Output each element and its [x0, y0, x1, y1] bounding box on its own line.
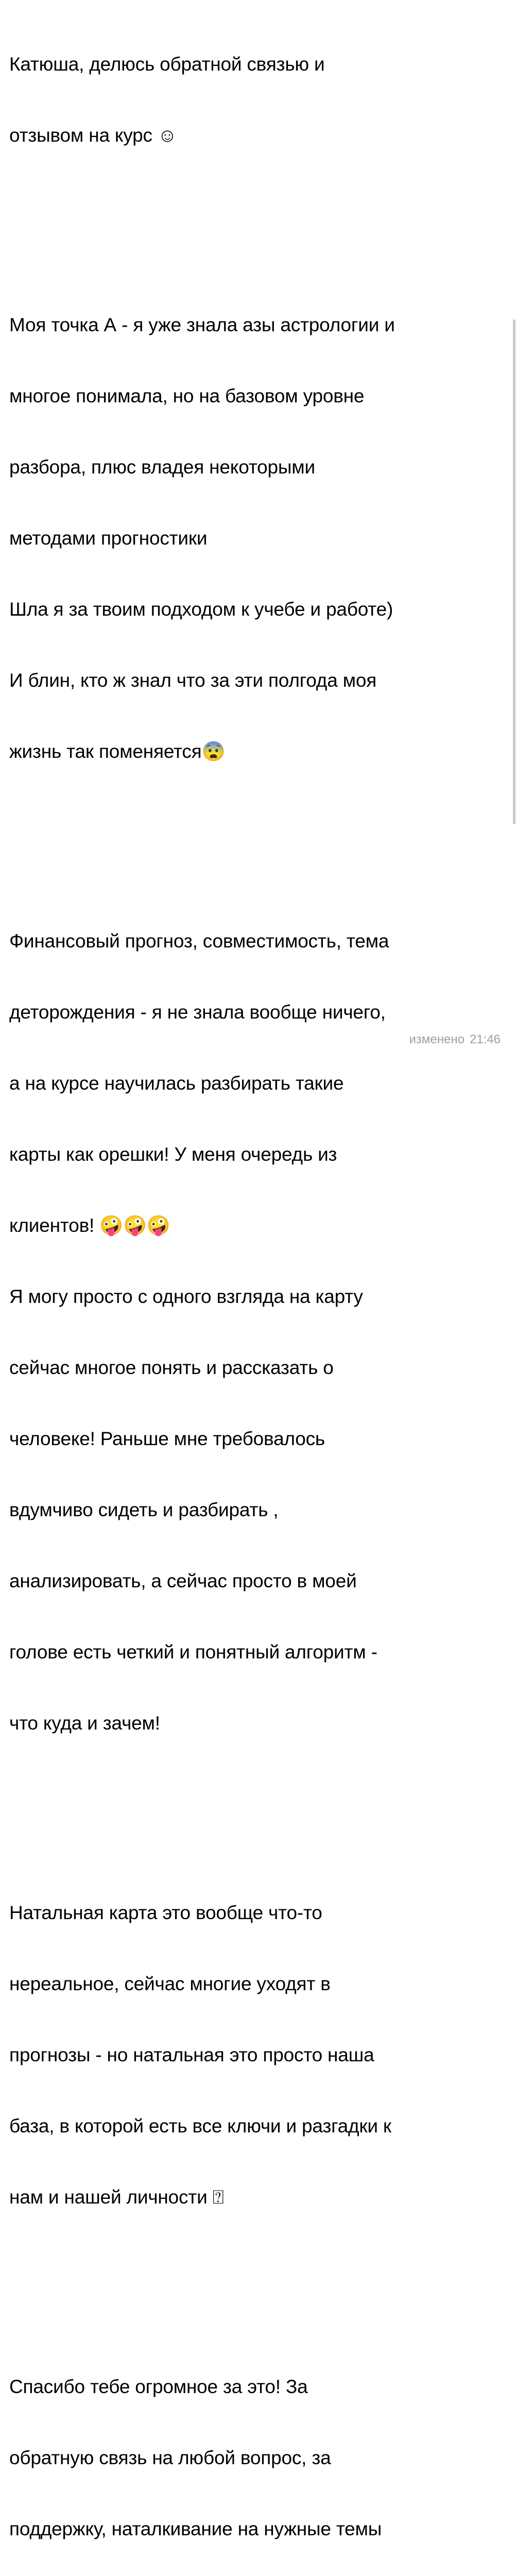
edited-label: изменено	[409, 1032, 465, 1046]
message-paragraph-4-line-3: прогнозы - но натальная это просто наша	[9, 2044, 374, 2065]
message-paragraph-3-line-12: что куда и зачем!	[9, 1713, 160, 1734]
paragraph-spacer	[9, 218, 502, 242]
message-paragraph-1: Катюша, делюсь обратной связью и	[9, 54, 325, 75]
message-paragraph-3-line-11: голове есть четкий и понятный алгоритм -	[9, 1641, 377, 1663]
message-paragraph-2-line-1: Моя точка А - я уже знала азы астрологии и	[9, 314, 395, 335]
message-paragraph-3-line-9: вдумчиво сидеть и разбирать ,	[9, 1499, 279, 1520]
message-paragraph-5-line-2: обратную связь на любой вопрос, за	[9, 2447, 331, 2468]
message-paragraph-5-line-3: поддержку, наталкивание на нужные темы	[9, 2518, 382, 2539]
message-paragraph-3-line-3: а на курсе научилась разбирать такие	[9, 1073, 344, 1094]
message-paragraph-2-line-4: методами прогностики	[9, 528, 208, 549]
message-paragraph-5-line-1: Спасибо тебе огромное за это! За	[9, 2376, 308, 2397]
paragraph-spacer	[9, 2280, 502, 2304]
message-paragraph-1-line-2: отзывом на курс ☺	[9, 125, 177, 146]
message-body	[9, 5, 502, 2576]
message-paragraph-4-line-5: нам и нашей личности ⍰	[9, 2187, 224, 2208]
message-meta	[409, 1032, 501, 1047]
message-paragraph-3-line-8: человеке! Раньше мне требовалось	[9, 1428, 325, 1449]
message-paragraph-2-line-3: разбора, плюс владея некоторыми	[9, 456, 315, 478]
paragraph-spacer	[9, 835, 502, 858]
message-paragraph-3-line-5: клиентов! 🤪🤪🤪	[9, 1215, 170, 1236]
message-paragraph-4-line-1: Натальная карта это вообще что-то	[9, 1902, 322, 1923]
message-paragraph-4-line-4: база, в которой есть все ключи и разгадки к	[9, 2115, 391, 2137]
message-paragraph-4-line-2: нереальное, сейчас многие уходят в	[9, 1973, 331, 1994]
message-paragraph-3-line-2: деторождения - я не знала вообще ничего,	[9, 1002, 386, 1023]
paragraph-spacer	[9, 1806, 502, 1830]
message-paragraph-2-line-7: жизнь так поменяется😨	[9, 741, 226, 762]
scrollbar-thumb[interactable]	[513, 319, 515, 824]
message-paragraph-3-line-7: сейчас многое понять и рассказать о	[9, 1357, 334, 1378]
message-paragraph-3-line-10: анализировать, а сейчас просто в моей	[9, 1570, 357, 1591]
message-paragraph-2-line-5: Шла я за твоим подходом к учебе и работе)	[9, 599, 393, 620]
message-paragraph-2-line-6: И блин, кто ж знал что за эти полгода моя	[9, 670, 377, 691]
message-paragraph-3-line-1: Финансовый прогноз, совместимость, тема	[9, 930, 389, 952]
message-paragraph-2-line-2: многое понимала, но на базовом уровне	[9, 385, 365, 406]
scrollbar-track[interactable]	[512, 0, 516, 1054]
message-paragraph-3-line-6: Я могу просто с одного взгляда на карту	[9, 1286, 363, 1307]
message-timestamp: 21:46	[469, 1032, 501, 1046]
message-paragraph-3-line-4: карты как орешки! У меня очередь из	[9, 1144, 337, 1165]
